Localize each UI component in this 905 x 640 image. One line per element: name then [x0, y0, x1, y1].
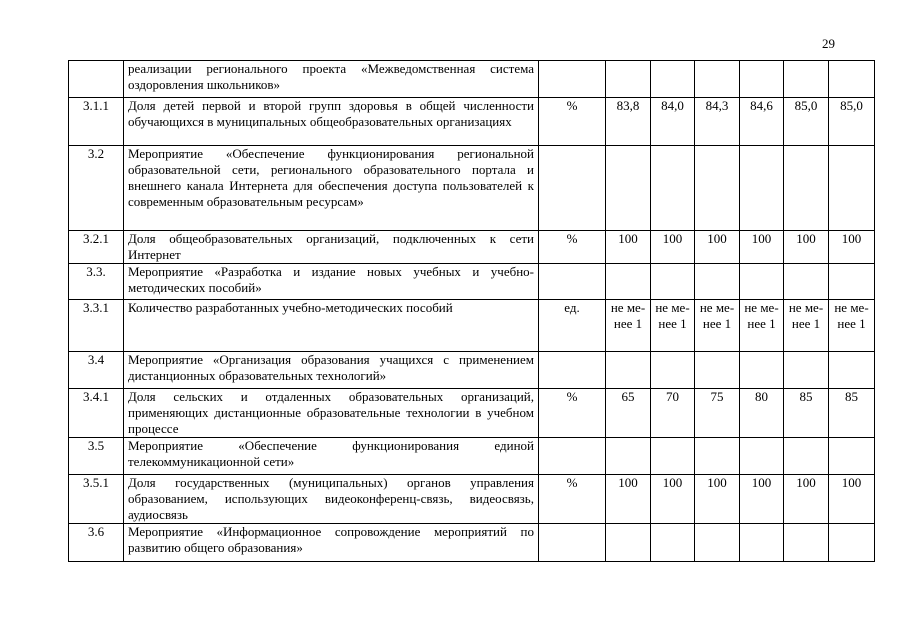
row-number: 3.5: [69, 438, 124, 475]
row-value-year-2: [651, 146, 695, 231]
row-unit: %: [539, 231, 606, 264]
row-number: 3.4: [69, 352, 124, 389]
row-value-year-1: 100: [606, 231, 651, 264]
row-value-year-5: [784, 146, 829, 231]
row-unit: [539, 352, 606, 389]
row-value-year-5: [784, 352, 829, 389]
table-row: [69, 98, 875, 146]
row-value-year-2: 100: [651, 231, 695, 264]
table-row: [69, 352, 875, 389]
row-value-year-3: [695, 146, 740, 231]
row-value-year-2: [651, 524, 695, 562]
row-value-year-1: не ме-нее 1: [606, 300, 651, 352]
row-value-year-4: 84,6: [740, 98, 784, 146]
row-value-year-1: [606, 61, 651, 98]
row-number: 3.1.1: [69, 98, 124, 146]
table-row: [69, 475, 875, 524]
row-unit: [539, 438, 606, 475]
row-number: 3.5.1: [69, 475, 124, 524]
row-value-year-5: не ме-нее 1: [784, 300, 829, 352]
row-value-year-6: не ме-нее 1: [829, 300, 875, 352]
row-value-year-5: 100: [784, 475, 829, 524]
row-value-year-5: 100: [784, 231, 829, 264]
row-value-year-6: [829, 524, 875, 562]
table-row: [69, 524, 875, 562]
row-value-year-6: 85,0: [829, 98, 875, 146]
row-value-year-3: 100: [695, 475, 740, 524]
row-value-year-3: [695, 352, 740, 389]
row-value-year-1: 65: [606, 389, 651, 438]
row-value-year-6: 100: [829, 475, 875, 524]
row-value-year-6: 100: [829, 231, 875, 264]
row-value-year-5: [784, 524, 829, 562]
row-value-year-3: 100: [695, 231, 740, 264]
row-value-year-1: [606, 524, 651, 562]
row-description: Мероприятие «Организация образования учащихся с применением дистанционных образовательных технологий»: [124, 352, 539, 389]
row-unit: [539, 524, 606, 562]
row-value-year-4: 100: [740, 475, 784, 524]
row-unit: %: [539, 475, 606, 524]
row-value-year-6: [829, 61, 875, 98]
table-row: [69, 146, 875, 231]
row-number: 3.6: [69, 524, 124, 562]
row-value-year-5: 85: [784, 389, 829, 438]
row-value-year-4: [740, 524, 784, 562]
row-value-year-6: [829, 352, 875, 389]
table-row: [69, 264, 875, 300]
page-number: 29: [822, 36, 835, 51]
row-number: [69, 61, 124, 98]
row-unit: ед.: [539, 300, 606, 352]
row-value-year-5: [784, 61, 829, 98]
table-row: [69, 61, 875, 98]
row-description: Доля государственных (муниципальных) органов управления образованием, использующих видеоконференц-связь, видеосвязь, аудиосвязь: [124, 475, 539, 524]
row-value-year-3: [695, 264, 740, 300]
row-value-year-4: [740, 146, 784, 231]
row-description: Количество разработанных учебно-методических пособий: [124, 300, 539, 352]
row-value-year-4: 100: [740, 231, 784, 264]
row-description: Доля детей первой и второй групп здоровья в общей численности обучающихся в муниципальных общеобразовательных организациях: [124, 98, 539, 146]
row-value-year-6: [829, 438, 875, 475]
row-description: Мероприятие «Обеспечение функционирования единой телекоммуникационной сети»: [124, 438, 539, 475]
row-value-year-4: не ме-нее 1: [740, 300, 784, 352]
row-value-year-4: [740, 264, 784, 300]
row-value-year-4: [740, 438, 784, 475]
row-value-year-4: [740, 61, 784, 98]
row-value-year-3: 75: [695, 389, 740, 438]
row-value-year-2: 84,0: [651, 98, 695, 146]
row-unit: %: [539, 389, 606, 438]
table-row: [69, 389, 875, 438]
row-description: Мероприятие «Обеспечение функционирования региональной образовательной сети, регионального образовательного портала и внешнего канала Интернета для обеспечения доступа пользователей к современным образовательным ресурсам»: [124, 146, 539, 231]
row-value-year-2: 70: [651, 389, 695, 438]
row-description: Доля общеобразовательных организаций, подключенных к сети Интернет: [124, 231, 539, 264]
row-value-year-3: [695, 524, 740, 562]
table-row: [69, 300, 875, 352]
row-unit: [539, 146, 606, 231]
table-row: [69, 438, 875, 475]
row-value-year-2: 100: [651, 475, 695, 524]
row-value-year-2: [651, 264, 695, 300]
row-value-year-6: 85: [829, 389, 875, 438]
row-value-year-5: 85,0: [784, 98, 829, 146]
row-value-year-1: [606, 264, 651, 300]
row-unit: %: [539, 98, 606, 146]
row-value-year-1: 83,8: [606, 98, 651, 146]
row-value-year-3: не ме-нее 1: [695, 300, 740, 352]
indicators-table: [68, 60, 875, 562]
row-value-year-3: 84,3: [695, 98, 740, 146]
row-number: 3.2: [69, 146, 124, 231]
row-value-year-2: [651, 352, 695, 389]
row-number: 3.4.1: [69, 389, 124, 438]
row-unit: [539, 61, 606, 98]
row-value-year-1: [606, 146, 651, 231]
row-number: 3.3.1: [69, 300, 124, 352]
row-value-year-5: [784, 438, 829, 475]
row-description: Мероприятие «Информационное сопровождение мероприятий по развитию общего образования»: [124, 524, 539, 562]
table-row: [69, 231, 875, 264]
row-value-year-2: [651, 61, 695, 98]
row-description: реализации регионального проекта «Межведомственная система оздоровления школьников»: [124, 61, 539, 98]
row-value-year-6: [829, 146, 875, 231]
row-value-year-5: [784, 264, 829, 300]
row-unit: [539, 264, 606, 300]
row-value-year-3: [695, 438, 740, 475]
row-value-year-2: не ме-нее 1: [651, 300, 695, 352]
row-value-year-2: [651, 438, 695, 475]
row-description: Доля сельских и отдаленных образовательных организаций, применяющих дистанционные образовательные технологии в учебном процессе: [124, 389, 539, 438]
row-value-year-4: [740, 352, 784, 389]
row-value-year-1: [606, 438, 651, 475]
row-description: Мероприятие «Разработка и издание новых учебных и учебно-методических пособий»: [124, 264, 539, 300]
row-value-year-6: [829, 264, 875, 300]
row-value-year-1: 100: [606, 475, 651, 524]
row-value-year-1: [606, 352, 651, 389]
row-number: 3.3.: [69, 264, 124, 300]
row-value-year-3: [695, 61, 740, 98]
row-value-year-4: 80: [740, 389, 784, 438]
row-number: 3.2.1: [69, 231, 124, 264]
